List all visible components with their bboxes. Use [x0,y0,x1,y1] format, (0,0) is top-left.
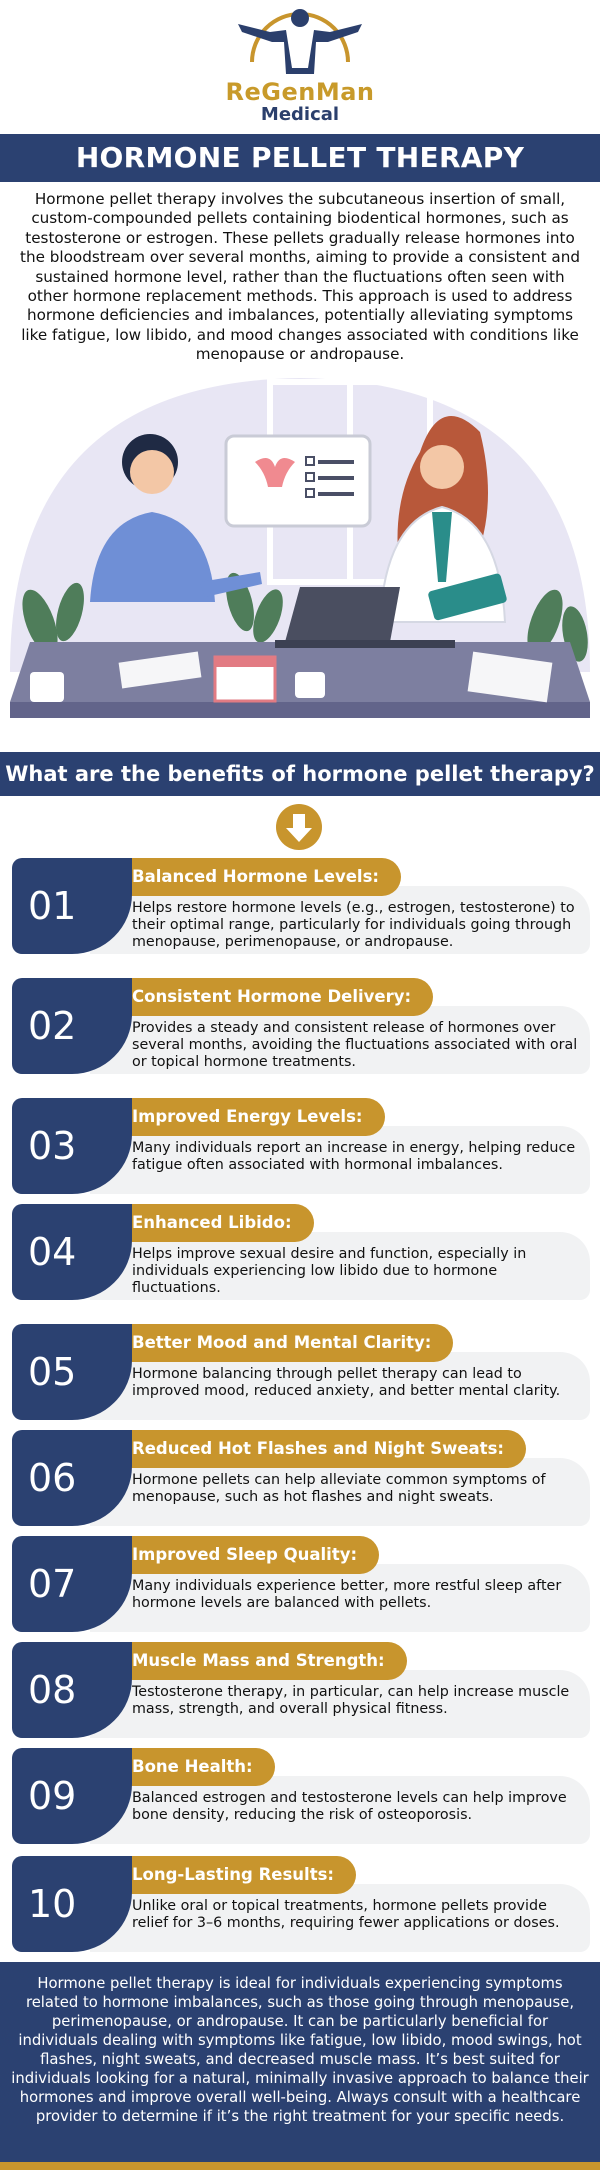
benefit-item [12,1536,590,1632]
brand-name: ReGenMan [225,78,375,106]
benefit-title: Improved Sleep Quality: [82,1536,379,1574]
benefit-number: 05 [12,1324,132,1420]
bottom-accent-bar [0,2162,600,2170]
benefit-item [12,1856,590,1952]
benefit-item [12,1324,590,1420]
benefit-title: Bone Health: [82,1748,275,1786]
benefit-title: Enhanced Libido: [82,1204,314,1242]
benefit-desc: Many individuals report an increase in energy, helping reduce fatigue often associated with hormonal imbalances. [132,1140,576,1174]
benefit-number: 06 [12,1430,132,1526]
benefit-number: 01 [12,858,132,954]
doctor-consultation-illustration [0,372,600,750]
benefits-heading: What are the benefits of hormone pellet therapy? [0,752,600,796]
benefit-title: Consistent Hormone Delivery: [82,978,433,1016]
benefit-desc: Hormone balancing through pellet therapy can lead to improved mood, reduced anxiety, and better mental clarity. [132,1366,561,1400]
benefit-number: 03 [12,1098,132,1194]
footer-panel [0,1962,600,2162]
logo-figure-icon [230,2,370,82]
benefit-title: Better Mood and Mental Clarity: [82,1324,453,1362]
benefit-desc: Helps improve sexual desire and function, especially in individuals experiencing low libido due to hormone fluctuations. [132,1246,527,1297]
illustration [0,372,600,750]
benefit-number: 10 [12,1856,132,1952]
benefit-number: 07 [12,1536,132,1632]
benefit-item [12,1204,590,1300]
benefit-title: Improved Energy Levels: [82,1098,385,1136]
footer-text: Hormone pellet therapy is ideal for individuals experiencing symptoms related to hormone imbalances, such as those going through menopause, perimenopause, or andropause. It can be particularly beneficial for individuals dealing with symptoms like fatigue, low libido, mood swings, hot flashes, night sweats, and decreased muscle mass. It’s best suited for individuals looking for a natural, minimally invasive approach to balance their hormones and improve overall well-being. Always consult with a healthcare provider to determine if it’s the right treatment for your specific needs. [11,1975,589,2125]
benefit-desc: Helps restore hormone levels (e.g., estrogen, testosterone) to their optimal range, particularly for individuals going through menopause, perimenopause, or andropause. [132,900,575,951]
benefit-item [12,1430,590,1526]
brand-sub: Medical [260,104,340,125]
benefit-desc: Testosterone therapy, in particular, can help increase muscle mass, strength, and overall physical fitness. [132,1684,570,1718]
benefit-item [12,978,590,1074]
benefit-desc: Provides a steady and consistent release of hormones over several months, avoiding the fluctuations associated with oral or topical hormone treatments. [132,1020,578,1071]
benefit-item [12,1098,590,1194]
page-title: HORMONE PELLET THERAPY [0,134,600,182]
intro-paragraph: Hormone pellet therapy involves the subcutaneous insertion of small, custom-compounded pellets containing biodentical hormones, such as testosterone or estrogen. These pellets gradually release hormones into the bloodstream over several months, aiming to provide a consistent and sustained hormone level, rather than the fluctuations often seen with other hormone replacement methods. This approach is used to address hormone deficiencies and imbalances, potentially alleviating symptoms like fatigue, low libido, and mood changes associated with conditions like menopause or andropause. [20,190,580,364]
benefit-title: Muscle Mass and Strength: [82,1642,407,1680]
benefit-title: Long-Lasting Results: [82,1856,356,1894]
benefit-desc: Many individuals experience better, more restful sleep after hormone levels are balanced with pellets. [132,1578,562,1612]
logo [0,0,600,133]
benefit-item [12,1748,590,1844]
arrow-down-icon [276,804,322,850]
benefit-title: Reduced Hot Flashes and Night Sweats: [82,1430,526,1468]
benefit-desc: Hormone pellets can help alleviate common symptoms of menopause, such as hot flashes and night sweats. [132,1472,546,1506]
benefit-title: Balanced Hormone Levels: [82,858,401,896]
benefit-number: 09 [12,1748,132,1844]
benefit-number: 02 [12,978,132,1074]
benefit-number: 08 [12,1642,132,1738]
benefit-item [12,1642,590,1738]
benefit-number: 04 [12,1204,132,1300]
benefit-desc: Unlike oral or topical treatments, hormone pellets provide relief for 3–6 months, requiring fewer applications or doses. [132,1898,560,1932]
benefit-desc: Balanced estrogen and testosterone levels can help improve bone density, reducing the risk of osteoporosis. [132,1790,567,1824]
benefit-item [12,858,590,954]
